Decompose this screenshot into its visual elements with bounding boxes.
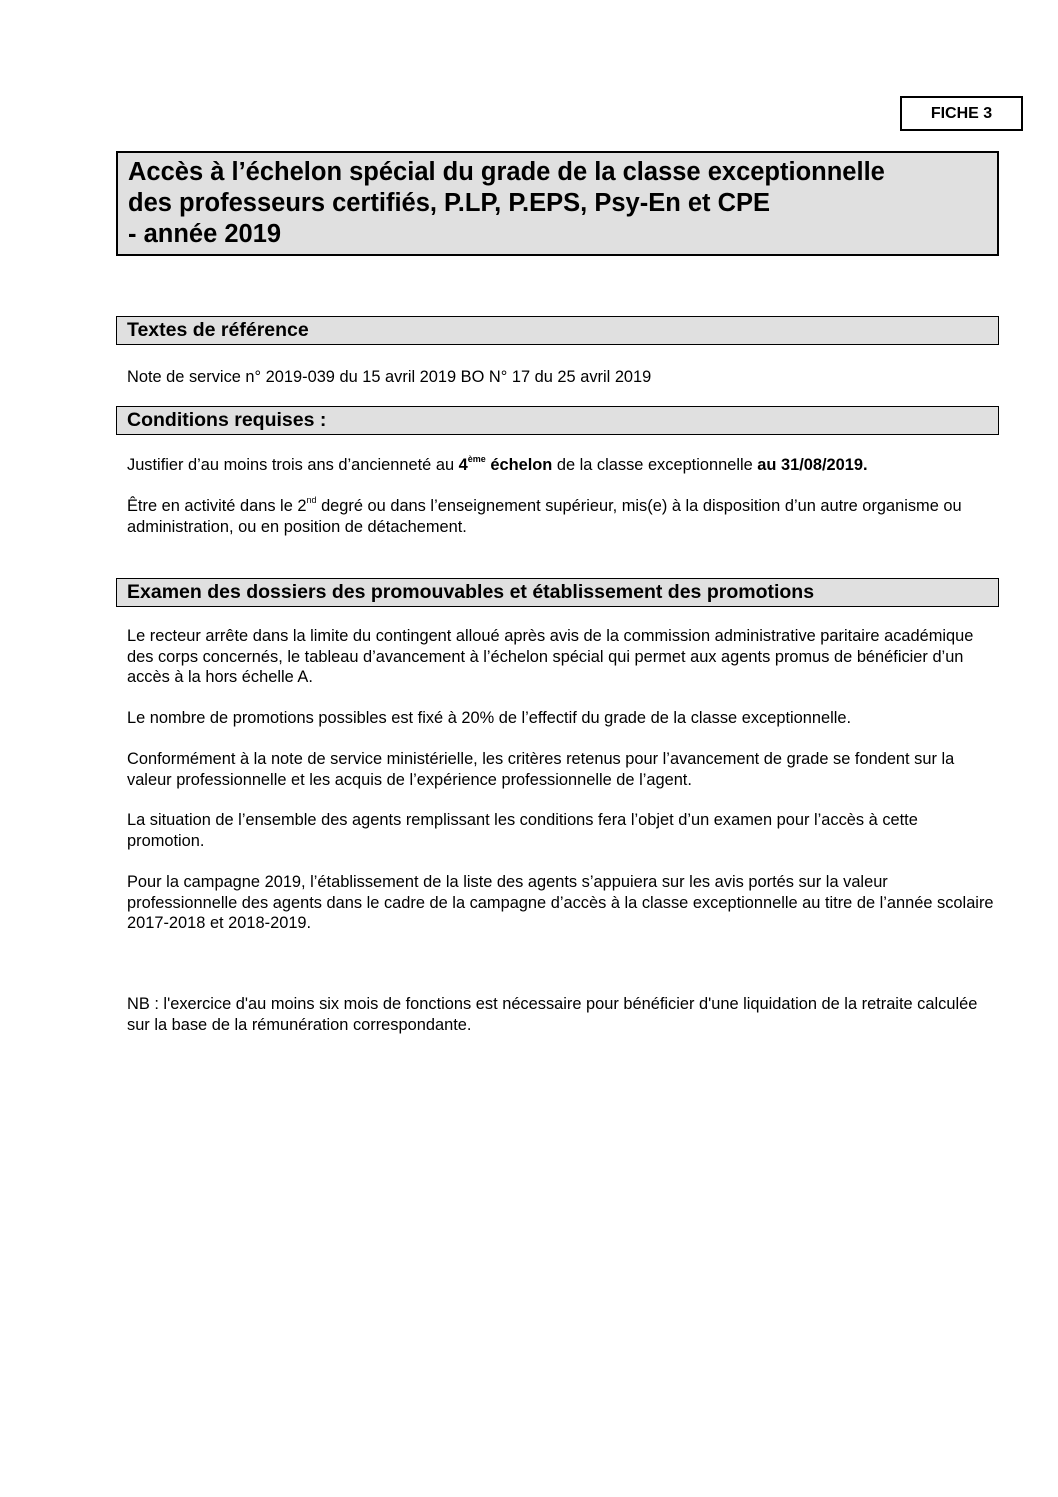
title-line-3: - année 2019 (128, 220, 282, 248)
conditions-p2-superscript: nd (306, 495, 317, 505)
examen-paragraph-3: Conformément à la note de service ministérielle, les critères retenus pour l’avancement de grade se fondent sur la valeur professionnelle et les acquis de l’expérience professionnelle de l’agent. (127, 750, 955, 789)
fiche-label: FICHE 3 (900, 96, 1023, 131)
examen-paragraph-4: La situation de l’ensemble des agents remplissant les conditions fera l’objet d’un examen pour l’accès à cette promotion. (127, 811, 918, 850)
conditions-p1-superscript: ème (467, 454, 486, 464)
page-title (116, 151, 999, 256)
conditions-p1-before: Justifier d’au moins trois ans d’ancienneté au (127, 456, 459, 474)
conditions-paragraph-2 (127, 496, 997, 537)
title-line-2: des professeurs certifiés, P.LP, P.EPS, Psy-En et CPE (128, 189, 771, 217)
conditions-p2-before: Être en activité dans le 2 (127, 497, 307, 515)
examen-paragraph-1: Le recteur arrête dans la limite du contingent alloué après avis de la commission administrative paritaire académique des corps concernés, le tableau d’avancement à l’échelon spécial qui permet aux agents promus de bénéficier d’un accès à la hors échelle A. (127, 627, 974, 686)
title-line-1: Accès à l’échelon spécial du grade de la classe exceptionnelle (128, 158, 885, 186)
section-header-conditions: Conditions requises : (116, 406, 999, 435)
conditions-p1-date: au 31/08/2019. (757, 456, 868, 474)
conditions-p1-middle: de la classe exceptionnelle (552, 456, 758, 474)
section-header-references: Textes de référence (116, 316, 999, 345)
examen-paragraph-5: Pour la campagne 2019, l’établissement de la liste des agents s’appuiera sur les avis portés sur la valeur professionnelle des agents dans le cadre de la campagne d’accès à la classe exceptionnelle au titre de l’année scolaire 2017-2018 et 2018-2019. (127, 873, 994, 932)
examen-paragraph-2: Le nombre de promotions possibles est fixé à 20% de l’effectif du grade de la classe exceptionnelle. (127, 709, 852, 727)
conditions-p2-after: degré ou dans l’enseignement supérieur, mis(e) à la disposition d’un autre organisme ou administration, ou en position de détachement. (127, 497, 962, 536)
conditions-p1-echelon-word: échelon (485, 456, 553, 474)
conditions-paragraph-1 (127, 455, 997, 476)
conditions-p1-echelon-number: 4 (458, 456, 468, 474)
section-header-examen: Examen des dossiers des promouvables et établissement des promotions (116, 578, 999, 607)
nb-note: NB : l'exercice d'au moins six mois de fonctions est nécessaire pour bénéficier d'une liquidation de la retraite calculée sur la base de la rémunération correspondante. (127, 995, 978, 1034)
references-text: Note de service n° 2019-039 du 15 avril 2019 BO N° 17 du 25 avril 2019 (127, 368, 652, 386)
